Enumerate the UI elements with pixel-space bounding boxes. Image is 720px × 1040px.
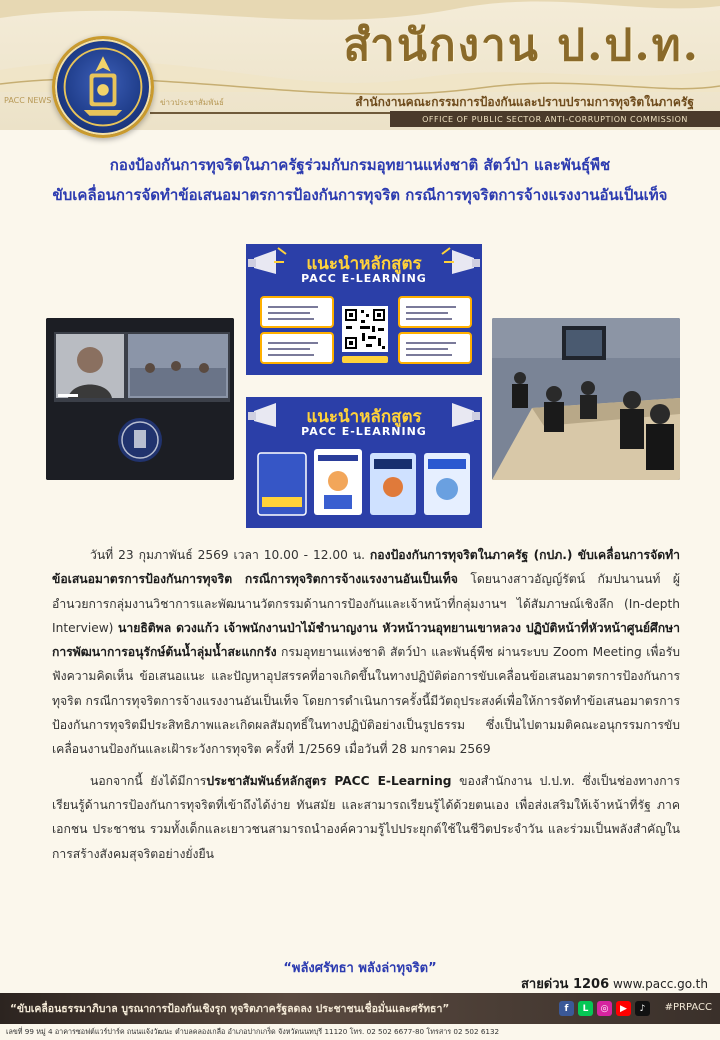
poster-title: แนะนำหลักสูตร (306, 254, 422, 274)
agency-english-name: OFFICE OF PUBLIC SECTOR ANTI-CORRUPTION COMMISSION (390, 111, 720, 127)
header-divider (150, 112, 390, 114)
article-body (52, 543, 680, 866)
elearning-poster-qr (246, 244, 482, 375)
hashtag: #PRPACC (664, 1002, 712, 1013)
footer-motto: “ขับเคลื่อนธรรมาภิบาล บูรณาการป้องกันเชิงรุก ทุจริตภาครัฐลดลง ประชาชนเชื่อมั่นและศรัทธา” (10, 1003, 450, 1015)
qr-code-icon (342, 306, 388, 352)
poster-subtitle: PACC E-LEARNING (301, 272, 427, 285)
agency-address: เลขที่ 99 หมู่ 4 อาคารซอฟต์แวร์ปาร์ค ถนนแจ้งวัฒนะ ตำบลคลองเกลือ อำเภอปากเกร็ด จังหวัดนนทบุรี 11120 โทร. 02 502 6677-80 โทรสาร 02 502 6132 (6, 1027, 500, 1036)
zoom-meeting-photo (46, 318, 234, 480)
meeting-room-photo (492, 318, 680, 480)
course-card (398, 296, 472, 328)
hotline-number: สายด่วน 1206 (520, 977, 610, 992)
poster-title: แนะนำหลักสูตร (306, 407, 422, 427)
paragraph-2: นอกจากนี้ ยังได้มีการประชาสัมพันธ์หลักสูตร PACC E-Learning ของสำนักงาน ป.ป.ท. ซึ่งเป็นช่องทางการเรียนรู้ด้านการป้องกันการทุจริตที่เข้าถึงได้ง่าย ทันสมัย และสามารถเรียนรู้ได้ด้วยตนเอง เพื่อส่งเสริมให้เจ้าหน้าที่รัฐ ภาคเอกชน ประชาชน รวมทั้งเด็กและเยาวชนสามารถนำองค์ความรู้ไปประยุกต์ใช้ในชีวิตประจำวัน และร่วมเป็นพลังสำคัญในการสร้างสังคมสุจริตอย่างยั่งยืน (52, 773, 680, 861)
facebook-icon[interactable]: f (559, 1001, 574, 1016)
youtube-icon[interactable]: ▶ (616, 1001, 631, 1016)
elearning-poster-courses (246, 397, 482, 528)
news-headline (0, 150, 720, 210)
agency-logo-icon (52, 36, 154, 138)
poster-subtitle: PACC E-LEARNING (301, 425, 427, 438)
course-card (260, 332, 334, 364)
agency-title: สำนักงาน ป.ป.ท. (343, 20, 700, 71)
tiktok-icon[interactable]: ♪ (635, 1001, 650, 1016)
scan-qr-banner (342, 356, 388, 363)
pr-tag: ข่าวประชาสัมพันธ์ (160, 98, 224, 107)
paragraph-1: วันที่ 23 กุมภาพันธ์ 2569 เวลา 10.00 - 12.00 น. กองป้องกันการทุจริตในภาครัฐ (กปภ.) ขับเคลื่อนการจัดทำข้อเสนอมาตรการป้องกันการทุจริต กรณีการทุจริตการจ้างแรงงานอันเป็นเท็จ โดยนางสาวอัญญ์รัตน์ กัมปนานนท์ ผู้อำนวยการกลุ่มงานวิชาการและพัฒนานวัตกรรมด้านการป้องกันและเจ้าหน้าที่กลุ่มงานฯ ได้สัมภาษณ์เชิงลึก (In-depth Interview) นายธิติพล ดวงแก้ว เจ้าพนักงานป่าไม้ชำนาญงาน หัวหน้าวนอุทยานเขาหลวง ปฏิบัติหน้าที่หัวหน้าศูนย์ศึกษาการพัฒนาการอนุรักษ์ต้นน้ำลุ่มน้ำสะแกกรัง กรมอุทยานแห่งชาติ สัตว์ป่า และพันธุ์พืช ผ่านระบบ Zoom Meeting เพื่อรับฟังความคิดเห็น ข้อเสนอแนะ และปัญหาอุปสรรคที่อาจเกิดขึ้นในทางปฏิบัติต่อการขับเคลื่อนข้อเสนอมาตรการป้องกันการทุจริต กรณีการทุจริตการจ้างแรงงานอันเป็นเท็จ โดยการดำเนินการครั้งนี้มีวัตถุประสงค์เพื่อให้การจัดทำข้อเสนอมาตรการป้องกันการทุจริตมีประสิทธิภาพและเกิดผลสัมฤทธิ์ในทางปฏิบัติอย่างเป็นรูปธรรม ซึ่งเป็นไปตามมติคณะอนุกรรมการขับเคลื่อนงานป้องกันและเฝ้าระวังการทุจริต ครั้งที่ 1/2569 เมื่อวันที่ 28 มกราคม 2569 (52, 548, 681, 757)
megaphone-icon (246, 397, 482, 528)
news-tag: PACC NEWS (4, 96, 52, 105)
headline-line-2: ขับเคลื่อนการจัดทำข้อเสนอมาตรการป้องกันการทุจริต กรณีการทุจริตการจ้างแรงงานอันเป็นเท็จ (52, 186, 668, 204)
hotline-info (521, 973, 708, 994)
page-footer (0, 993, 720, 1024)
course-card (398, 332, 472, 364)
headline-line-1: กองป้องกันการทุจริตในภาครัฐร่วมกับกรมอุทยานแห่งชาติ สัตว์ป่า และพันธุ์พืช (109, 156, 611, 174)
agency-fullname: สำนักงานคณะกรรมการป้องกันและปราบปรามการทุจริตในภาครัฐ (355, 95, 694, 109)
course-card (260, 296, 334, 328)
slogan: “พลังศรัทธา พลังล่าทุจริต” (283, 961, 437, 976)
line-icon[interactable]: L (578, 1001, 593, 1016)
instagram-icon[interactable]: ◎ (597, 1001, 612, 1016)
website-link[interactable]: www.pacc.go.th (612, 977, 708, 991)
social-icons (559, 1001, 650, 1016)
